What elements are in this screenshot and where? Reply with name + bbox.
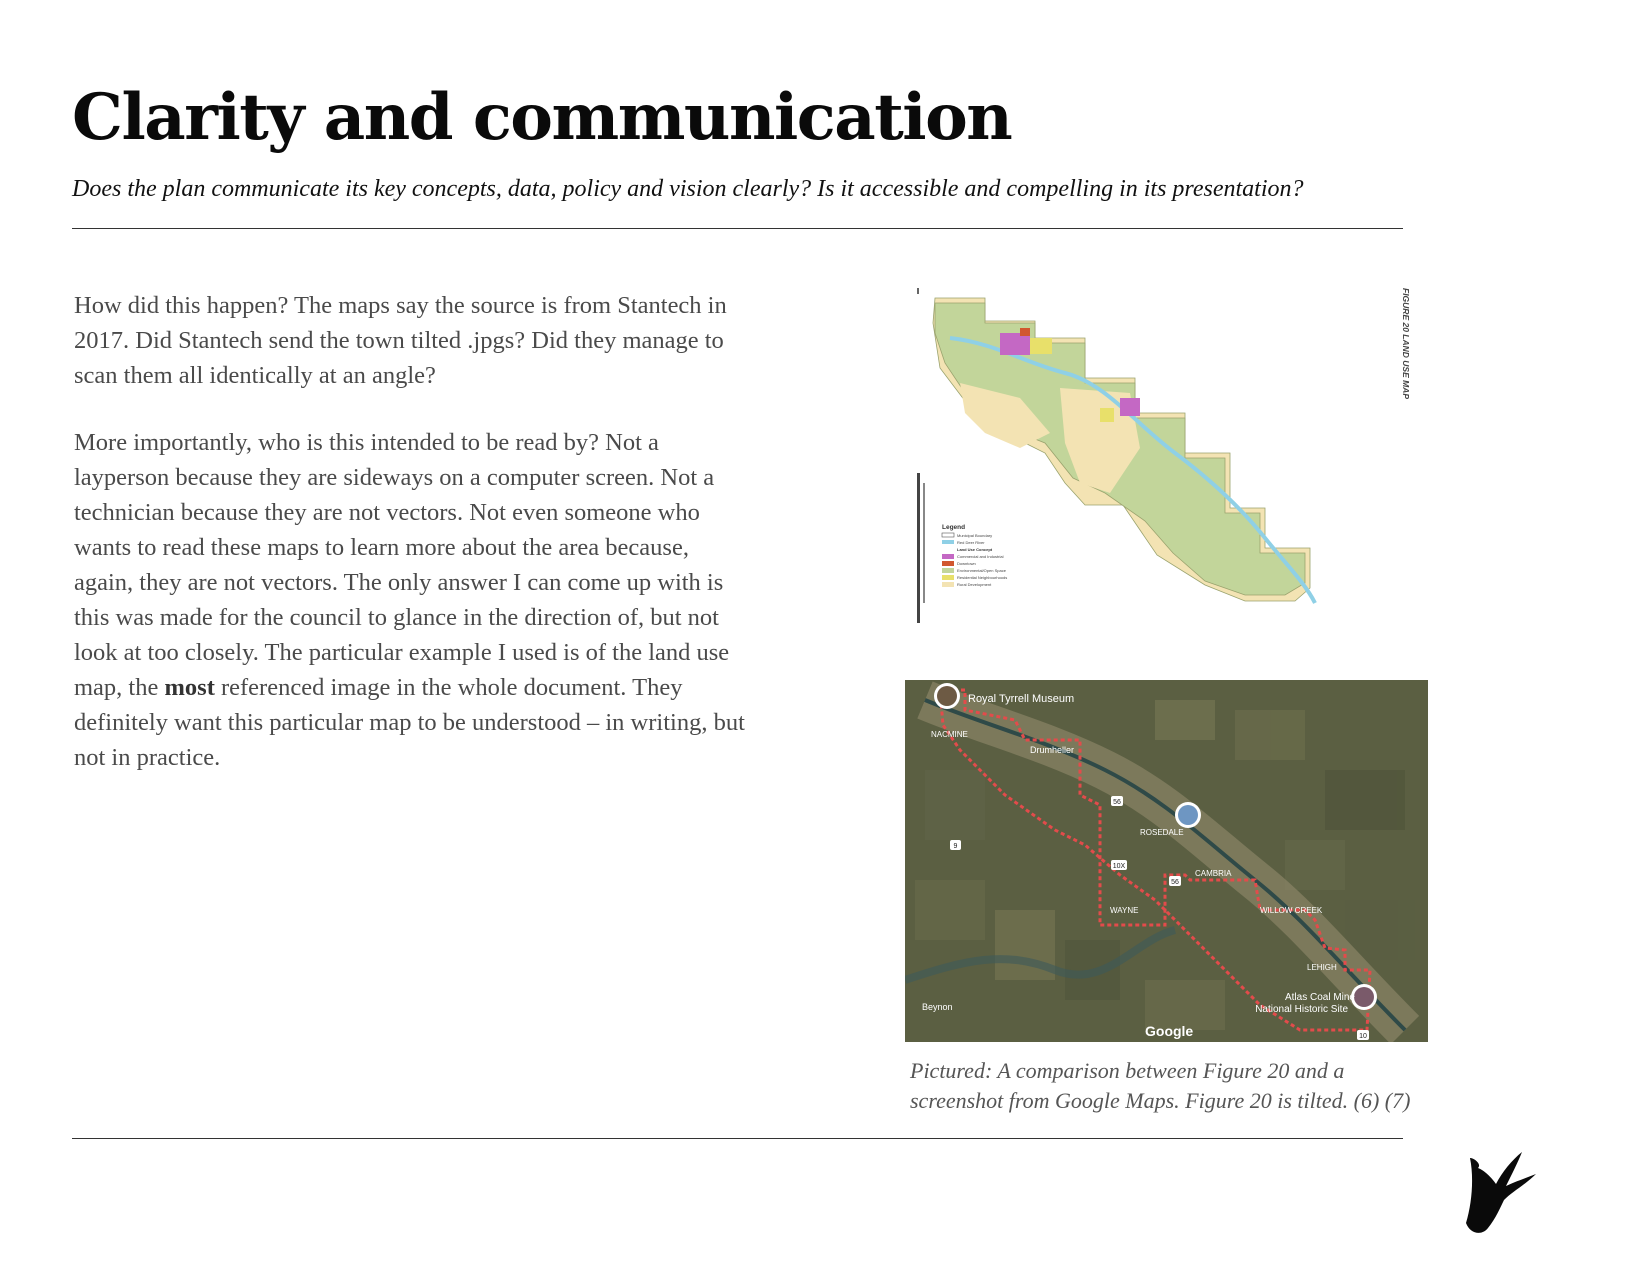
bottom-divider [72, 1138, 1403, 1139]
label-museum: Royal Tyrrell Museum [968, 693, 1075, 705]
paragraph-2-emphasis: most [164, 674, 215, 701]
paragraph-1: How did this happen? The maps say the source is from Stantech in 2017. Did Stantech send the town tilted .jpgs? Did they manage to scan them all identically at an angle? [74, 292, 727, 389]
body-text [74, 288, 754, 807]
legend-item-residential: Residential Neighbourhoods [957, 575, 1008, 580]
highway-10x: 10X [1112, 863, 1126, 870]
page-title: Clarity and communication [72, 80, 1012, 155]
legend-item-rural: Rural Development [957, 582, 992, 587]
label-nacmine: NACMINE [931, 730, 968, 739]
highway-9: 9 [953, 843, 958, 850]
label-wayne: WAYNE [1110, 906, 1139, 915]
label-rosedale: ROSEDALE [1140, 828, 1184, 837]
label-beynon: Beynon [922, 1002, 953, 1012]
google-logo: Google [1145, 1023, 1194, 1039]
highway-10: 10 [1359, 1033, 1367, 1040]
paragraph-2-end: referenced image in the whole document. They definitely want this particular map to be understood – in writing, but not in practice. [74, 674, 745, 771]
highway-56-north: 56 [1113, 799, 1121, 806]
paragraph-2 [74, 425, 754, 775]
downtown-zone [1020, 328, 1030, 336]
legend-item-concept: Land Use Concept [957, 547, 993, 552]
page-subtitle: Does the plan communicate its key concepts, data, policy and vision clearly? Is it accessible and compelling in its presentation? [72, 176, 1304, 202]
legend-title: Legend [942, 524, 966, 531]
land-use-map-figure [905, 283, 1425, 628]
figure-caption [910, 1056, 1450, 1116]
label-cambria: CAMBRIA [1195, 869, 1232, 878]
legend-item-downtown: Downtown [957, 561, 976, 566]
paragraph-2-start: More importantly, who is this intended to be read by? Not a layperson because they are sideways on a computer screen. Not a technician because they are not vectors. Not even someone who wants to read these maps to learn more about the area because, again, they are not vectors. The only answer I can come up with is this was made for the council to glance in the direction of, but not look at too closely. The particular example I used is of the land use map, the [74, 429, 730, 701]
legend-item-commercial: Commercial and Industrial [957, 554, 1004, 559]
satellite-map-screenshot [905, 680, 1428, 1042]
top-divider [72, 228, 1403, 229]
commercial-zone [1000, 333, 1030, 355]
label-lehigh: LEHIGH [1307, 963, 1337, 972]
label-atlas-line2: National Historic Site [1255, 1004, 1348, 1015]
caption-line-1: Pictured: A comparison between Figure 20 and a [910, 1058, 1345, 1083]
legend-item-river: Red Deer River [957, 540, 985, 545]
residential-zone-2 [1100, 408, 1114, 422]
legend-item-open-space: Environmental/Open Space [957, 568, 1006, 573]
legend-item-boundary: Municipal Boundary [957, 533, 993, 538]
caption-line-2: screenshot from Google Maps. Figure 20 is tilted. (6) (7) [910, 1088, 1411, 1113]
label-willow-creek: WILLOW CREEK [1260, 906, 1323, 915]
label-atlas-line1: Atlas Coal Mine [1284, 992, 1355, 1003]
label-drumheller: Drumheller [1030, 745, 1075, 755]
residential-zone [1030, 338, 1052, 354]
highway-56-south: 56 [1171, 879, 1179, 886]
dinosaur-footprint-icon [1460, 1148, 1538, 1238]
commercial-zone-2 [1120, 398, 1140, 416]
figure-side-label: FIGURE 20 LAND USE MAP [1401, 288, 1411, 399]
